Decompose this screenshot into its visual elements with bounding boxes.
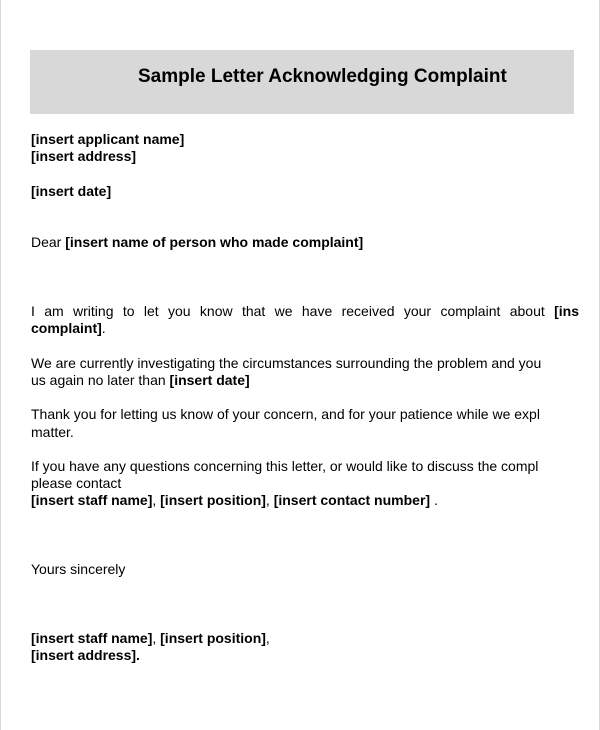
contact-separator: ,: [265, 492, 270, 508]
paragraph-1-text: I am writing to let you know that we have received your complaint about: [31, 303, 545, 319]
paragraph-4-line-2: please contact: [31, 475, 122, 491]
applicant-address-placeholder: [insert address]: [31, 148, 137, 164]
signature-separator: ,: [265, 630, 270, 646]
paragraph-1-line-2: [31, 320, 579, 337]
contact-number: [insert contact number]: [273, 492, 431, 508]
letter-date: [31, 183, 579, 200]
document-title: Sample Letter Acknowledging Complaint: [138, 66, 507, 87]
paragraph-3-line-1: Thank you for letting us know of your concern, and for your patience while we expl: [31, 406, 540, 422]
applicant-address: [31, 148, 579, 165]
paragraph-2-line-1: We are currently investigating the circumstances surrounding the problem and you: [31, 355, 542, 371]
signature-line-1: [31, 630, 579, 647]
salutation-prefix: Dear: [31, 234, 62, 250]
paragraph-1-end: .: [101, 320, 106, 336]
signature-position: [insert position]: [160, 630, 266, 646]
paragraph-1-bold-start: [ins: [554, 303, 579, 319]
paragraph-4-line-1: If you have any questions concerning this letter, or would like to discuss the compl: [31, 458, 539, 474]
applicant-name-placeholder: [insert applicant name]: [31, 131, 185, 147]
letter-date-placeholder: [insert date]: [31, 183, 112, 199]
contact-staff-name: [insert staff name]: [31, 492, 153, 508]
applicant-name: [31, 131, 579, 148]
paragraph-3-line-2: matter.: [31, 424, 74, 440]
contact-position: [insert position]: [160, 492, 266, 508]
paragraph-2-date: [insert date]: [169, 372, 250, 388]
paragraph-4-line-3: [31, 492, 579, 509]
paragraph-4-end: .: [433, 492, 438, 508]
paragraph-1-line-1: [31, 303, 579, 320]
signature-line-2: [31, 647, 579, 664]
paragraph-2-line-2: [31, 372, 579, 389]
paragraph-2-text: us again no later than: [31, 372, 166, 388]
salutation-name: [insert name of person who made complaint]: [65, 234, 364, 250]
closing: Yours sincerely: [31, 561, 126, 577]
signature-staff-name: [insert staff name]: [31, 630, 153, 646]
contact-separator: ,: [152, 492, 157, 508]
signature-separator: ,: [152, 630, 157, 646]
paragraph-1-bold-end: complaint]: [31, 320, 102, 336]
signature-address: [insert address].: [31, 647, 140, 663]
salutation: [31, 234, 579, 251]
